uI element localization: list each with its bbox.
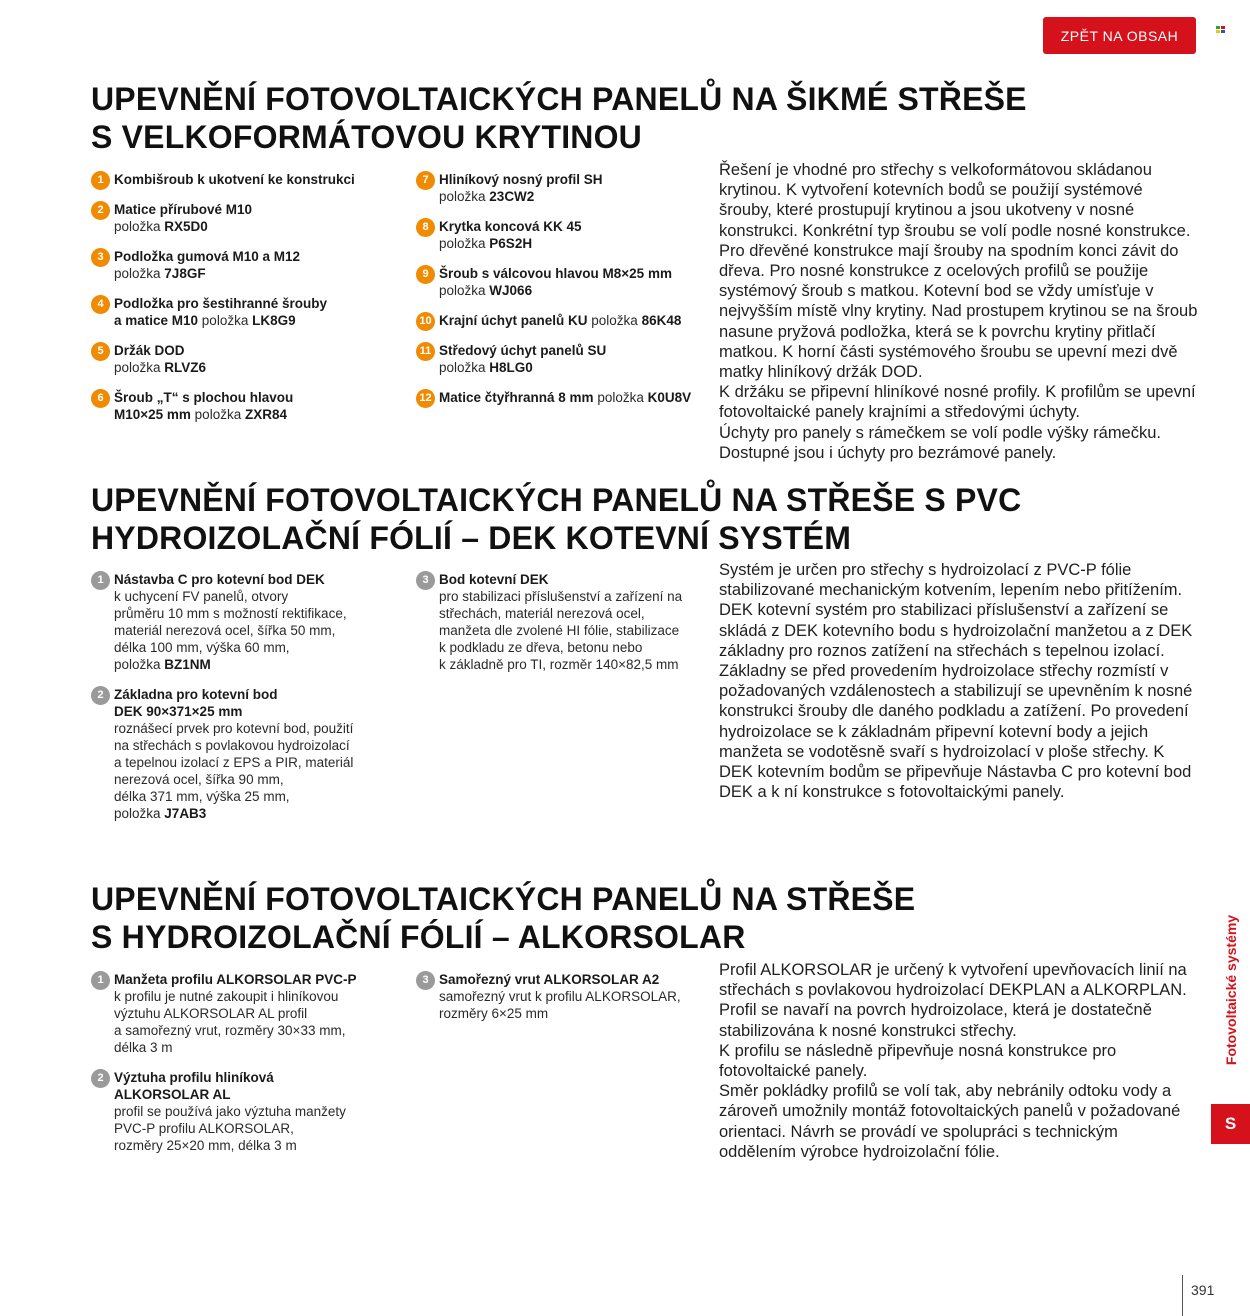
chapter-side-label: Fotovoltaické systémy [1223, 914, 1239, 1066]
list-item: 11 Středový úchyt panelů SU položka H8LG0 [416, 342, 716, 376]
list-item: 10 Krajní úchyt panelů KU položka 86K48 [416, 312, 716, 329]
page-number-divider [1182, 1275, 1183, 1316]
item-number-badge: 5 [91, 342, 110, 361]
list-item: 1 Nástavba C pro kotevní bod DEK k uchycení FV panelů, otvory průměru 10 mm s možností rektifikace, materiál nerezová ocel, šířka 50 mm, délka 100 mm, výška 60 mm, položka BZ1NM [91, 571, 391, 673]
list-item: 2 Matice přírubové M10 položka RX5D0 [91, 201, 391, 235]
list-item: 3 Samořezný vrut ALKORSOLAR A2 samořezný vrut k profilu ALKORSOLAR, rozměry 6×25 mm [416, 971, 716, 1022]
item-number-badge: 3 [416, 571, 435, 590]
item-number-badge: 6 [91, 389, 110, 408]
list-item: 3 Podložka gumová M10 a M12 položka 7J8GF [91, 248, 391, 282]
page-number: 391 [1191, 1282, 1215, 1298]
section-1-items-col1 [91, 171, 391, 436]
logo-mark-icon [1216, 26, 1226, 34]
item-number-badge: 3 [416, 971, 435, 990]
section-3-items-col2 [416, 971, 716, 1035]
item-number-badge: 1 [91, 171, 110, 190]
list-item: 2 Základna pro kotevní bod DEK 90×371×25 mm roznášecí prvek pro kotevní bod, použití na střechách s povlakovou hydroizolací a tepelnou izolací z EPS a PIR, materiál nerezová ocel, šířka 90 mm, délka 371 mm, výška 25 mm, položka J7AB3 [91, 686, 391, 822]
list-item: 1 Manžeta profilu ALKORSOLAR PVC-P k profilu je nutné zakoupit i hliníkovou výztuhu ALKORSOLAR AL profil a samořezný vrut, rozměry 30×33 mm, délka 3 m [91, 971, 391, 1056]
section-2-title: UPEVNĚNÍ FOTOVOLTAICKÝCH PANELŮ NA STŘEŠE S PVC HYDROIZOLAČNÍ FÓLIÍ – DEK KOTEVNÍ SYSTÉM [91, 482, 1022, 556]
list-item: 12 Matice čtyřhranná 8 mm položka K0U8V [416, 389, 716, 406]
list-item: 4 Podložka pro šestihranné šrouby a matice M10 položka LK8G9 [91, 295, 391, 329]
item-number-badge: 1 [91, 971, 110, 990]
item-number-badge: 2 [91, 201, 110, 220]
section-3-description: Profil ALKORSOLAR je určený k vytvoření upevňovacích linií na střechách s povlakovou hydroizolací DEKPLAN a ALKORPLAN. Profil se navaří na povrch hydroizolace, která je dostatečně stabilizována k nosné konstrukci střechy. K profilu se následně připevňuje nosná konstrukce pro fotovoltaické panely. Směr pokládky profilů se volí tak, aby nebránily odtoku vody a zároveň umožnily montáž fotovoltaických panelů v požadované orientaci. Návrh se provádí ve spolupráci s technickým oddělením výrobce hydroizolační fólie. [719, 961, 1187, 1161]
item-number-badge: 7 [416, 171, 435, 190]
list-item: 5 Držák DOD položka RLVZ6 [91, 342, 391, 376]
list-item: 9 Šroub s válcovou hlavou M8×25 mm položka WJ066 [416, 265, 716, 299]
list-item: 3 Bod kotevní DEK pro stabilizaci příslušenství a zařízení na střechách, materiál nerezová ocel, manžeta dle zvolené HI fólie, stabilizace k podkladu ze dřeva, betonu nebo k základně pro TI, rozměr 140×82,5 mm [416, 571, 716, 673]
item-number-badge: 12 [416, 389, 435, 408]
section-1-items-col2 [416, 171, 716, 419]
item-number-badge: 9 [416, 265, 435, 284]
item-number-badge: 4 [91, 295, 110, 314]
list-item: 2 Výztuha profilu hliníková ALKORSOLAR AL profil se používá jako výztuha manžety PVC-P profilu ALKORSOLAR, rozměry 25×20 mm, délka 3 m [91, 1069, 391, 1154]
item-number-badge: 3 [91, 248, 110, 267]
chapter-tab[interactable]: S [1211, 1104, 1250, 1144]
item-number-badge: 1 [91, 571, 110, 590]
section-3-items-col1 [91, 971, 391, 1167]
section-2-items-col2 [416, 571, 716, 686]
item-number-badge: 11 [416, 342, 435, 361]
item-number-badge: 10 [416, 312, 435, 331]
item-number-badge: 2 [91, 686, 110, 705]
list-item: 6 Šroub „T“ s plochou hlavou M10×25 mm položka ZXR84 [91, 389, 391, 423]
back-to-contents-button[interactable]: ZPĚT NA OBSAH [1043, 17, 1196, 54]
section-2-items-col1 [91, 571, 391, 835]
list-item: 8 Krytka koncová KK 45 položka P6S2H [416, 218, 716, 252]
list-item: 7 Hliníkový nosný profil SH položka 23CW2 [416, 171, 716, 205]
section-3-title: UPEVNĚNÍ FOTOVOLTAICKÝCH PANELŮ NA STŘEŠE S HYDROIZOLAČNÍ FÓLIÍ – ALKORSOLAR [91, 881, 916, 955]
item-number-badge: 8 [416, 218, 435, 237]
section-2-description: Systém je určen pro střechy s hydroizolací z PVC-P fólie stabilizované mechanickým kotvením, lepením nebo přitížením. DEK kotevní systém pro stabilizaci příslušenství a zařízení se skládá z DEK kotevního bodu s hydroizolační manžetou a z DEK základny pro roznos zatížení na střechách s tepelnou izolací. Základny se před provedením hydroizolace střechy rozmístí v požadovaných vzdálenostech a stabilizují se upevněním k nosné konstrukci šrouby dle daného podkladu a zatížení. Po provedení hydroizolace se k základnám připevní kotevní body a jejich manžeta se vodotěsně svaří s hydroizolací v ploše střechy. K DEK kotevním bodům se připevňuje Nástavba C pro kotevní bod DEK a k ní konstrukce s fotovoltaickými panely. [719, 561, 1193, 802]
list-item: 1 Kombišroub k ukotvení ke konstrukci [91, 171, 391, 188]
section-1-title: UPEVNĚNÍ FOTOVOLTAICKÝCH PANELŮ NA ŠIKMÉ STŘEŠE S VELKOFORMÁTOVOU KRYTINOU [91, 81, 1027, 155]
item-number-badge: 2 [91, 1069, 110, 1088]
section-1-description: Řešení je vhodné pro střechy s velkoformátovou skládanou krytinou. K vytvoření kotevních bodů se použijí systémové šrouby, které prostupují krytinou a jsou ukotveny v nosné konstrukci. Konkrétní typ šroubu se volí podle nosné konstrukce. Pro dřevěné konstrukce mají šrouby na spodním konci závit do dřeva. Pro nosné konstrukce z ocelových profilů se použije systémový šroub s matkou. Kotevní bod se vždy umísťuje v nejvyšším místě vlny krytiny. Nad prostupem krytinou se na šroub nasune pryžová podložka, která se k povrchu krytiny přitlačí matkou. K horní části systémového šroubu se upevní mezi dvě matky hliníkový držák DOD. K držáku se připevní hliníkové nosné profily. K profilům se upevní fotovoltaické panely krajními a středovými úchyty. Úchyty pro panely s rámečkem se volí podle výšky rámečku. Dostupné jsou i úchyty pro bezrámové panely. [719, 161, 1198, 462]
